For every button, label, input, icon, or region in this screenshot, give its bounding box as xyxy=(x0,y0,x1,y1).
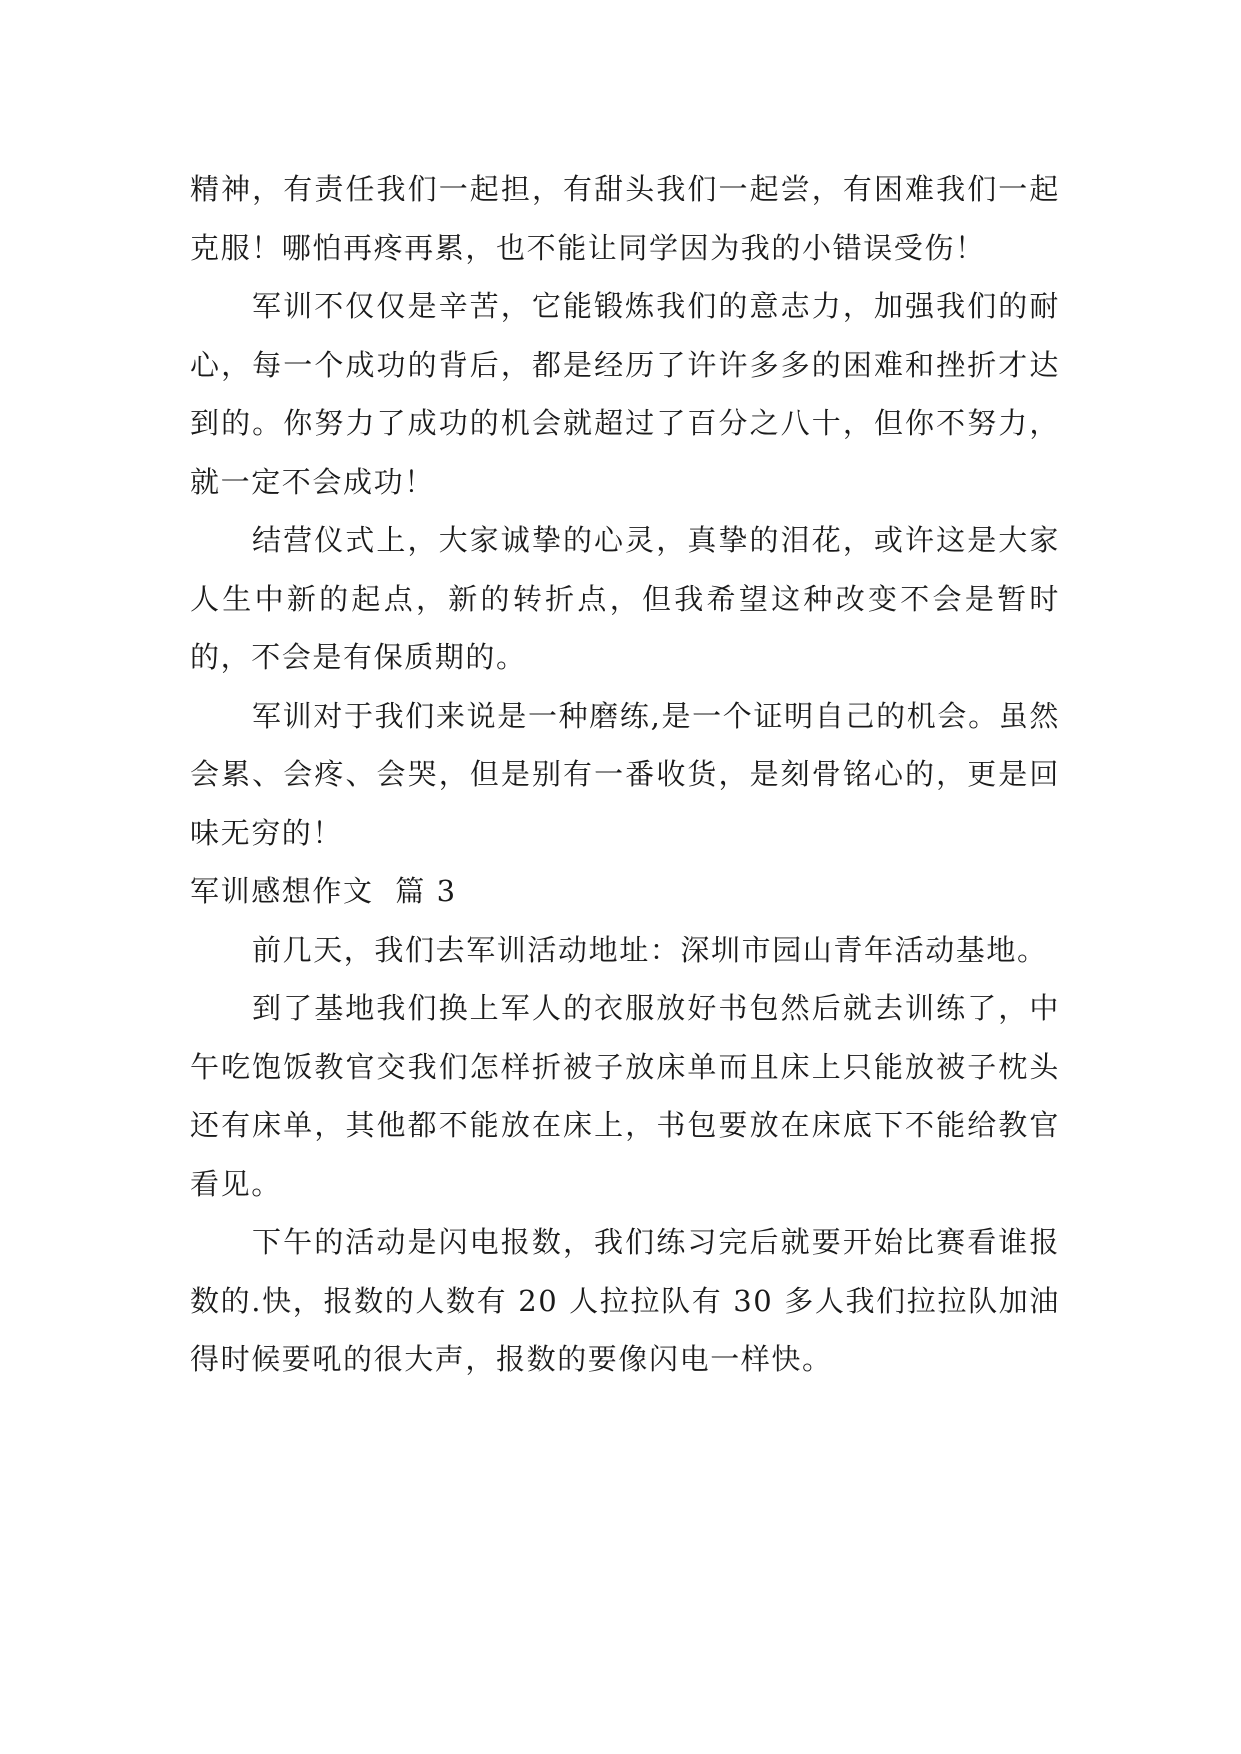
paragraph-1: 精神，有责任我们一起担，有甜头我们一起尝，有困难我们一起克服！哪怕再疼再累，也不能让同学因为我的小错误受伤！ xyxy=(190,172,1060,265)
paragraph-3: 结营仪式上，大家诚挚的心灵，真挚的泪花，或许这是大家人生中新的起点，新的转折点，但我希望这种改变不会是暂时的，不会是有保质期的。 xyxy=(190,523,1060,674)
section-paragraph-1: 前几天，我们去军训活动地址：深圳市园山青年活动基地。 xyxy=(252,932,1048,967)
section-paragraph-2: 到了基地我们换上军人的衣服放好书包然后就去训练了，中午吃饱饭教官交我们怎样折被子放床单而且床上只能放被子枕头还有床单，其他都不能放在床上，书包要放在床底下不能给教官看见。 xyxy=(190,991,1060,1201)
document-body xyxy=(190,160,1060,1389)
paragraph-4: 军训对于我们来说是一种磨练,是一个证明自己的机会。虽然会累、会疼、会哭，但是别有一番收货，是刻骨铭心的，更是回味无穷的！ xyxy=(190,698,1060,850)
section-heading: 军训感想作文 篇 3 xyxy=(190,874,457,908)
paragraph-2: 军训不仅仅是辛苦，它能锻炼我们的意志力，加强我们的耐心，每一个成功的背后，都是经历了许许多多的困难和挫折才达到的。你努力了成功的机会就超过了百分之八十，但你不努力，就一定不会成功！ xyxy=(190,289,1060,499)
section-paragraph-3: 下午的活动是闪电报数，我们练习完后就要开始比赛看谁报数的.快，报数的人数有 20 人拉拉队有 30 多人我们拉拉队加油得时候要吼的很大声，报数的要像闪电一样快。 xyxy=(190,1225,1060,1376)
